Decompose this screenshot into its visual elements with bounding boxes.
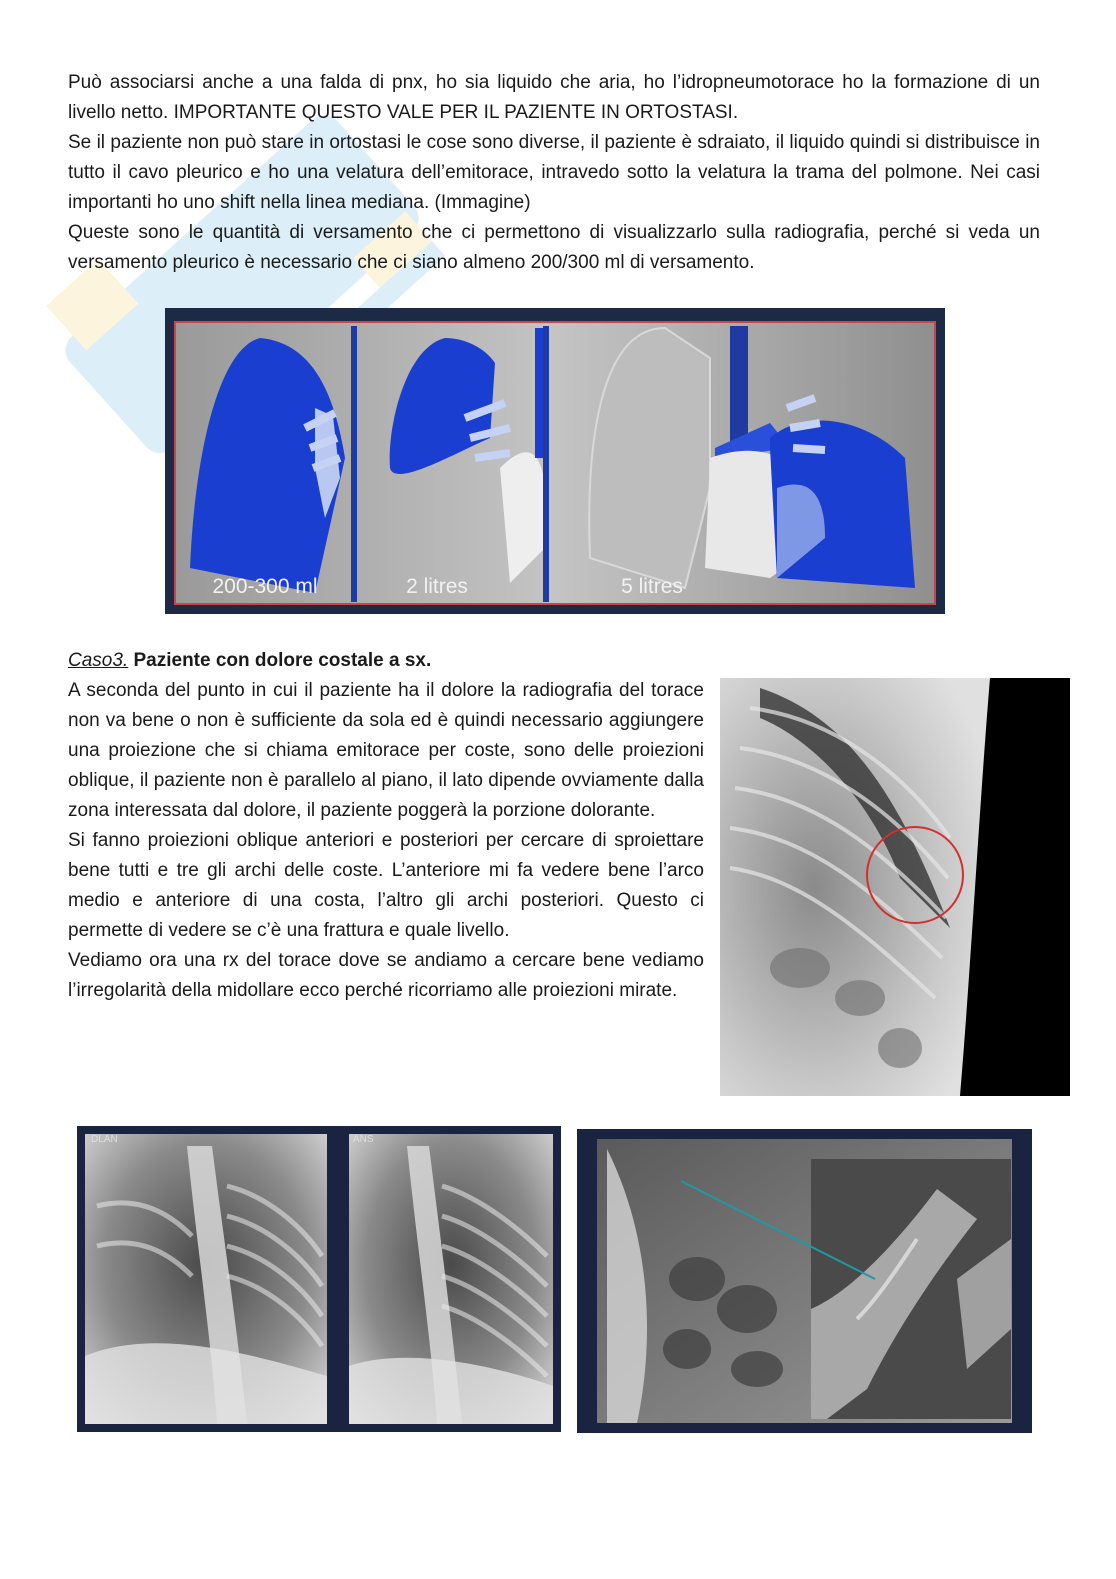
intro-text: [68, 68, 1040, 278]
paragraph: A seconda del punto in cui il paziente ha il dolore la radiografia del torace non va bene o non è sufficiente da sola ed è quindi necessario aggiungere una proiezione che si chiama emitorace per coste, sono delle proiezioni oblique, il paziente non è parallelo al piano, il lato dipende ovviamente dalla zona interessata dal dolore, il paziente poggerà la porzione dolorante.: [68, 680, 704, 821]
chest-xray-left: [85, 1134, 327, 1424]
case-heading: [68, 646, 431, 676]
chest-xray-pair: [77, 1126, 561, 1432]
case-label: Caso3.: [68, 650, 129, 671]
rib-oblique-xray: [720, 678, 1070, 1096]
case-title: Paziente con dolore costale a sx.: [133, 650, 432, 671]
paragraph: Queste sono le quantità di versamento che ci permettono di visualizzarlo sulla radiografia, perché si veda un versamento pleurico è necessario che ci siano almeno 200/300 ml di versamento.: [68, 222, 1040, 273]
chest-xray-right: [349, 1134, 553, 1424]
paragraph: Vediamo ora una rx del torace dove se andiamo a cercare bene vediamo l’irregolarità della midollare ecco perché ricorriamo alle proiezioni mirate.: [68, 950, 704, 1001]
pleural-effusion-figure: [165, 308, 945, 614]
panel-label: 200-300 ml: [212, 575, 318, 598]
paragraph: Si fanno proiezioni oblique anteriori e posteriori per cercare di sproiettare bene tutti e tre gli archi delle coste. L’anteriore mi fa vedere bene l’arco medio e anteriore di una costa, l’altro gli archi posteriori. Questo ci permette di vedere se c’è una frattura e quale livello.: [68, 830, 704, 941]
paragraph: Può associarsi anche a una falda di pnx, ho sia liquido che aria, ho l’idropneumotorace ho la formazione di un livello netto. IMPORTANTE QUESTO VALE PER IL PAZIENTE IN ORTOSTASI.: [68, 72, 1040, 123]
xray-marker: ANS: [353, 1134, 374, 1145]
xray-marker: DLAN: [91, 1134, 118, 1145]
panel-label: 2 litres: [406, 575, 468, 598]
panel-label: 5 litres: [621, 575, 683, 598]
case3-text: [68, 676, 704, 1006]
rib-fracture-zoom-xray: [577, 1129, 1032, 1433]
paragraph: Se il paziente non può stare in ortostasi le cose sono diverse, il paziente è sdraiato, il liquido quindi si distribuisce in tutto il cavo pleurico e ho una velatura dell’emitorace, intravedo sotto la velatura la trama del polmone. Nei casi importanti ho uno shift nella linea mediana. (Immagine): [68, 132, 1040, 213]
